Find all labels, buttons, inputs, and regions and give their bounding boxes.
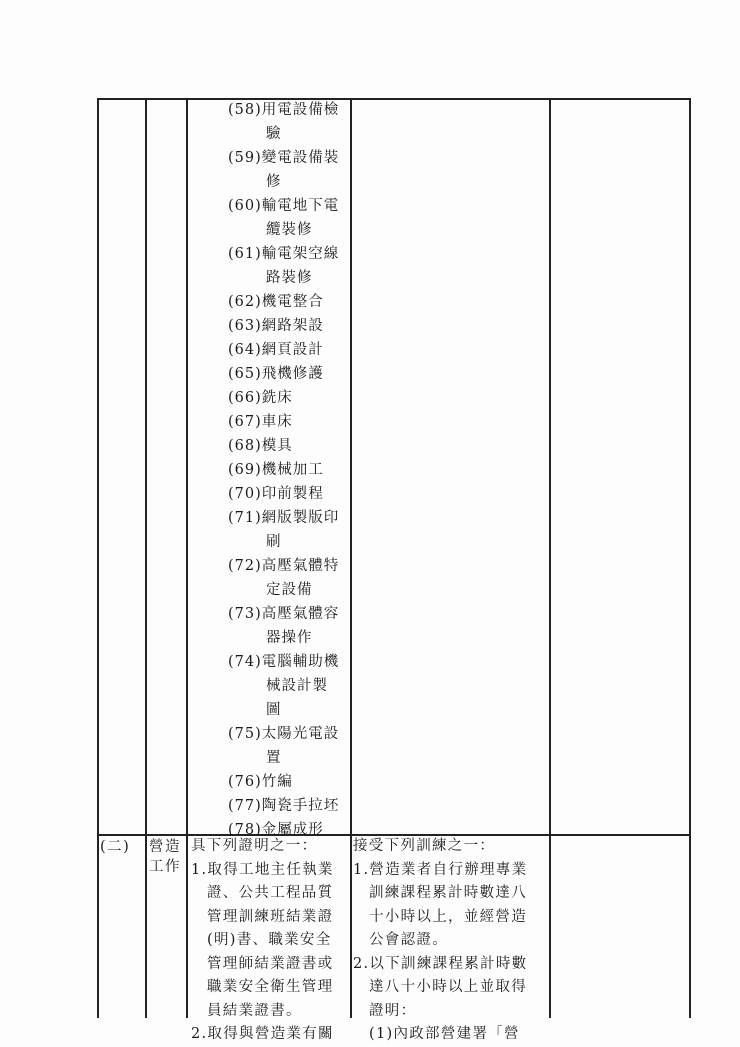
item-label: 高壓氣體容 — [261, 606, 340, 622]
list-item — [228, 554, 352, 602]
list-item — [228, 722, 352, 770]
item-number: (61) — [228, 246, 262, 262]
item-number: (65) — [228, 366, 262, 382]
training-column — [353, 835, 548, 1047]
section-index: (二) — [100, 839, 131, 855]
text-line: 管理訓練班結業證 — [207, 908, 334, 925]
training-intro: 接受下列訓練之一： — [353, 838, 496, 854]
list-item-line — [228, 314, 352, 338]
item-label: 太陽光電設 — [261, 726, 340, 742]
text-line: 2.以下訓練課程累計時數 — [353, 955, 528, 972]
item-number: (74) — [228, 654, 262, 670]
proof-intro: 具下列證明之一： — [191, 838, 318, 854]
list-item — [228, 650, 352, 722]
table-right-border — [689, 98, 691, 1018]
item-label: 機械加工 — [261, 462, 324, 478]
item-number: (71) — [228, 510, 262, 526]
item-label-continuation: 械設計製 — [266, 678, 328, 694]
list-item — [228, 410, 352, 434]
list-item-line — [228, 554, 352, 578]
item-label-continuation: 定設備 — [266, 582, 313, 598]
text-line: 證、公共工程品質 — [207, 885, 334, 901]
list-item-line — [228, 386, 352, 410]
list-item — [228, 458, 352, 482]
item-label-continuation: 置 — [266, 750, 282, 766]
item-label-continuation: 修 — [266, 174, 282, 190]
list-item — [228, 602, 352, 650]
list-item — [228, 506, 352, 554]
list-item-line — [228, 290, 352, 314]
list-item — [228, 314, 352, 338]
item-number: (58) — [228, 102, 262, 118]
column-divider-1 — [145, 98, 147, 1018]
list-item-line — [228, 506, 352, 530]
item-number: (64) — [228, 342, 262, 358]
item-label-continuation: 圖 — [266, 702, 282, 718]
item-number: (70) — [228, 486, 262, 502]
item-label: 竹編 — [261, 774, 293, 790]
text-line: 2.取得與營造業有關 — [191, 1026, 334, 1042]
text-line: (明)書、職業安全 — [207, 932, 332, 948]
list-item-line — [228, 602, 352, 626]
list-item-line — [228, 434, 352, 458]
list-item-line — [228, 146, 352, 170]
text-line: 員結業證書。 — [207, 1002, 302, 1019]
item-label: 高壓氣體特 — [261, 558, 340, 574]
item-number: (59) — [228, 150, 262, 166]
item-number: (72) — [228, 558, 262, 574]
item-label: 陶瓷手拉坯 — [261, 798, 340, 814]
list-item-line — [228, 410, 352, 434]
item-number: (63) — [228, 318, 262, 334]
item-label-continuation: 驗 — [266, 126, 282, 142]
item-number: (75) — [228, 726, 262, 742]
item-label: 機電整合 — [261, 294, 324, 310]
list-item-line — [228, 458, 352, 482]
list-item-line — [228, 362, 352, 386]
item-number: (78) — [228, 822, 262, 838]
list-item-line — [228, 650, 352, 674]
list-item-line — [228, 242, 352, 266]
table-left-border — [97, 98, 99, 1018]
list-item — [228, 242, 352, 290]
text-line: 十小時以上，並經營造 — [369, 908, 527, 925]
column-divider-2 — [186, 98, 188, 1018]
column-divider-4 — [549, 98, 551, 1018]
item-label: 輸電架空線 — [261, 246, 340, 262]
item-label-continuation: 路裝修 — [266, 270, 313, 286]
item-number: (68) — [228, 438, 262, 454]
category-line-1: 營造 — [149, 839, 181, 855]
item-number: (76) — [228, 774, 262, 790]
item-label: 電腦輔助機 — [261, 654, 340, 670]
item-label: 飛機修護 — [261, 366, 324, 382]
list-item — [228, 98, 352, 146]
list-item-line — [228, 482, 352, 506]
item-number: (62) — [228, 294, 262, 310]
list-item — [228, 194, 352, 242]
text-line: 證明： — [369, 1002, 417, 1019]
item-number: (60) — [228, 198, 262, 214]
list-item-line — [228, 770, 352, 794]
proof-column — [191, 835, 349, 1047]
item-number: (73) — [228, 606, 262, 622]
text-line: 達八十小時以上並取得 — [369, 979, 527, 995]
list-item-line — [228, 794, 352, 818]
item-label: 用電設備檢 — [261, 102, 340, 118]
list-item-line — [228, 194, 352, 218]
item-label: 印前製程 — [261, 486, 324, 502]
item-label: 網版製版印 — [261, 510, 340, 526]
text-line: (1)內政部營建署「營 — [369, 1026, 520, 1042]
item-number: (69) — [228, 462, 262, 478]
item-number: (67) — [228, 414, 262, 430]
category-line-2: 工作 — [149, 859, 181, 875]
text-line: 1.取得工地主任執業 — [191, 861, 334, 878]
list-item — [228, 794, 352, 818]
item-label: 銑床 — [261, 390, 293, 406]
text-line: 職業安全衛生管理 — [207, 979, 334, 995]
item-label: 網頁設計 — [261, 342, 324, 358]
item-label-continuation: 纜裝修 — [266, 222, 313, 238]
text-line: 1.營造業者自行辦理專業 — [353, 861, 528, 878]
item-label: 網路架設 — [261, 318, 324, 334]
text-line: 訓練課程累計時數達八 — [369, 885, 527, 901]
skill-list — [228, 98, 352, 842]
list-item — [228, 386, 352, 410]
text-line: 公會認證。 — [369, 932, 448, 948]
item-label: 輸電地下電 — [261, 198, 340, 214]
list-item-line — [228, 338, 352, 362]
list-item-line — [228, 722, 352, 746]
item-number: (77) — [228, 798, 262, 814]
item-label: 車床 — [261, 414, 293, 430]
list-item — [228, 338, 352, 362]
item-label: 變電設備裝 — [261, 150, 340, 166]
item-label-continuation: 器操作 — [266, 630, 313, 646]
list-item — [228, 290, 352, 314]
text-line: 管理師結業證書或 — [207, 955, 334, 972]
item-label: 金屬成形 — [261, 822, 324, 838]
item-label-continuation: 刷 — [266, 534, 282, 550]
list-item — [228, 770, 352, 794]
item-label: 模具 — [261, 438, 293, 454]
list-item — [228, 362, 352, 386]
list-item — [228, 146, 352, 194]
item-number: (66) — [228, 390, 262, 406]
list-item-line — [228, 98, 352, 122]
list-item — [228, 482, 352, 506]
list-item — [228, 434, 352, 458]
